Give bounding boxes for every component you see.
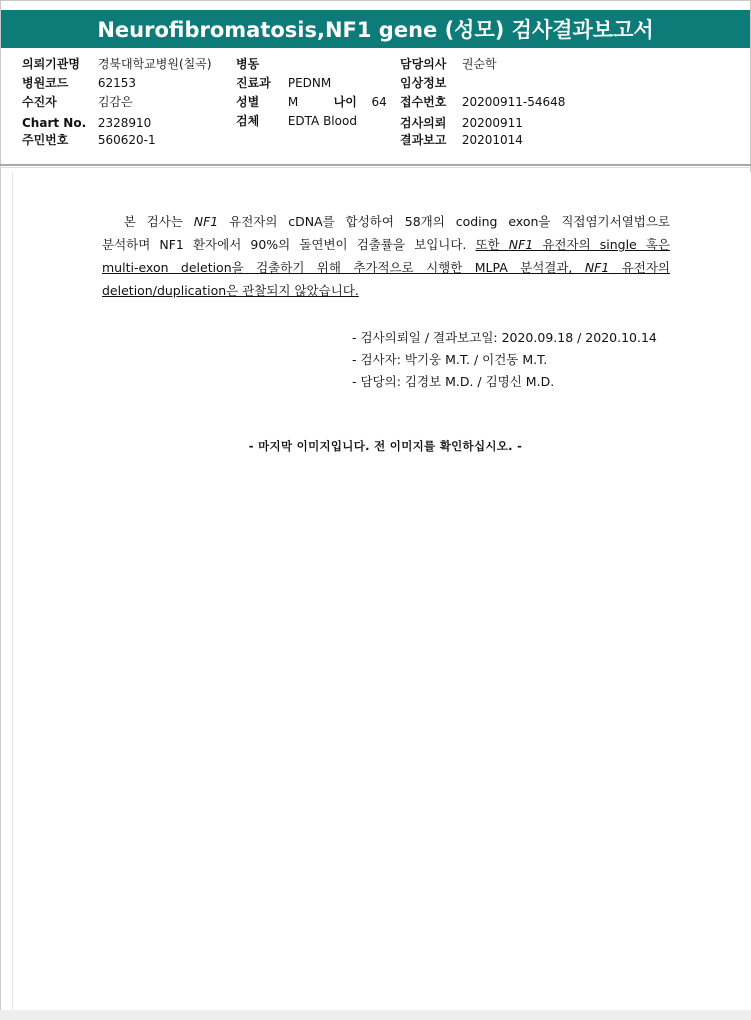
result-value: 20201014 — [461, 133, 523, 147]
result-text-2-u2: 유전자의 single 혹은 — [533, 237, 670, 252]
clinical-label: 임상정보 — [400, 76, 447, 90]
clinical-row — [400, 75, 462, 91]
dept-label: 진료과 — [236, 76, 271, 90]
patient-value: 김감은 — [97, 95, 133, 109]
result-line-2 — [102, 233, 670, 256]
patient-row — [22, 94, 133, 110]
dept-value: PEDNM — [287, 76, 332, 90]
hospital-code-row — [22, 75, 136, 91]
result-line-1 — [102, 210, 670, 233]
result-text-3-gene: NF1 — [584, 260, 610, 275]
sex-age-row — [236, 94, 387, 110]
dept-row — [236, 75, 331, 91]
ward-row — [236, 56, 288, 72]
result-text-2a: 분석하며 NF1 환자에서 90%의 돌연변이 검출률을 보입니다. — [102, 237, 476, 252]
ward-label: 병동 — [236, 57, 260, 71]
result-text-4: deletion/duplication은 관찰되지 않았습니다. — [102, 283, 359, 298]
request-value: 20200911 — [461, 116, 523, 130]
signoff-testers: - 검사자: 박기웅 M.T. / 이건동 M.T. — [352, 352, 548, 367]
hospital-code-label: 병원코드 — [22, 76, 69, 90]
resident-label: 주민번호 — [22, 133, 69, 147]
result-text-2-u1: 또한 — [475, 237, 509, 252]
result-text-1a: 본 검사는 — [123, 214, 194, 229]
result-text-3-u2: 유전자의 — [609, 260, 671, 275]
result-label: 결과보고 — [400, 133, 447, 147]
signoff-physicians: - 담당의: 김경보 M.D. / 김명신 M.D. — [352, 374, 555, 389]
signoff-dates: - 검사의뢰일 / 결과보고일: 2020.09.18 / 2020.10.14 — [352, 330, 657, 345]
patient-label: 수진자 — [22, 95, 57, 109]
specimen-label: 검체 — [236, 114, 260, 128]
doctor-row — [400, 56, 497, 72]
header-divider-light — [0, 167, 751, 168]
result-paragraph — [102, 210, 670, 302]
chart-label: Chart No. — [22, 116, 87, 130]
result-row — [400, 132, 523, 148]
institution-value: 경북대학교병원(칠곡) — [97, 57, 212, 71]
patient-info-panel — [0, 48, 751, 163]
bottom-scroll-edge — [0, 1010, 751, 1020]
report-title: Neurofibromatosis,NF1 gene (성모) 검사결과보고서 — [1, 10, 750, 48]
result-text-3-u1: multi-exon deletion을 검출하기 위해 추가적으로 시행한 MLPA 분석결과, — [102, 260, 585, 275]
result-line-3 — [102, 256, 670, 279]
result-line-4 — [102, 279, 670, 302]
institution-row — [22, 56, 212, 72]
result-text-1-gene: NF1 — [193, 214, 219, 229]
age-value: 64 — [371, 95, 387, 109]
institution-label: 의뢰기관명 — [22, 57, 80, 71]
signoff-block — [352, 327, 657, 393]
resident-value: 560620-1 — [97, 133, 156, 147]
result-text-1b: 유전자의 cDNA를 합성하여 58개의 coding exon을 직접염기서열법으로 — [218, 214, 671, 229]
receipt-label: 접수번호 — [400, 95, 447, 109]
result-text-2-gene: NF1 — [508, 237, 534, 252]
resident-row — [22, 132, 156, 148]
chart-value: 2328910 — [97, 116, 152, 130]
receipt-row — [400, 94, 565, 110]
hospital-code-value: 62153 — [97, 76, 137, 90]
doctor-value: 권순학 — [461, 57, 497, 71]
request-row — [400, 115, 523, 131]
request-label: 검사의뢰 — [400, 116, 447, 130]
specimen-value: EDTA Blood — [287, 114, 357, 128]
specimen-row — [236, 113, 357, 129]
doctor-label: 담당의사 — [400, 57, 447, 71]
chart-row — [22, 115, 151, 131]
last-page-note: - 마지막 이미지입니다. 전 이미지를 확인하십시오. - — [248, 439, 523, 453]
sex-value: M — [287, 95, 299, 109]
receipt-value: 20200911-54648 — [461, 95, 566, 109]
age-label: 나이 — [333, 95, 357, 109]
sex-label: 성별 — [236, 95, 260, 109]
header-divider — [0, 164, 751, 166]
